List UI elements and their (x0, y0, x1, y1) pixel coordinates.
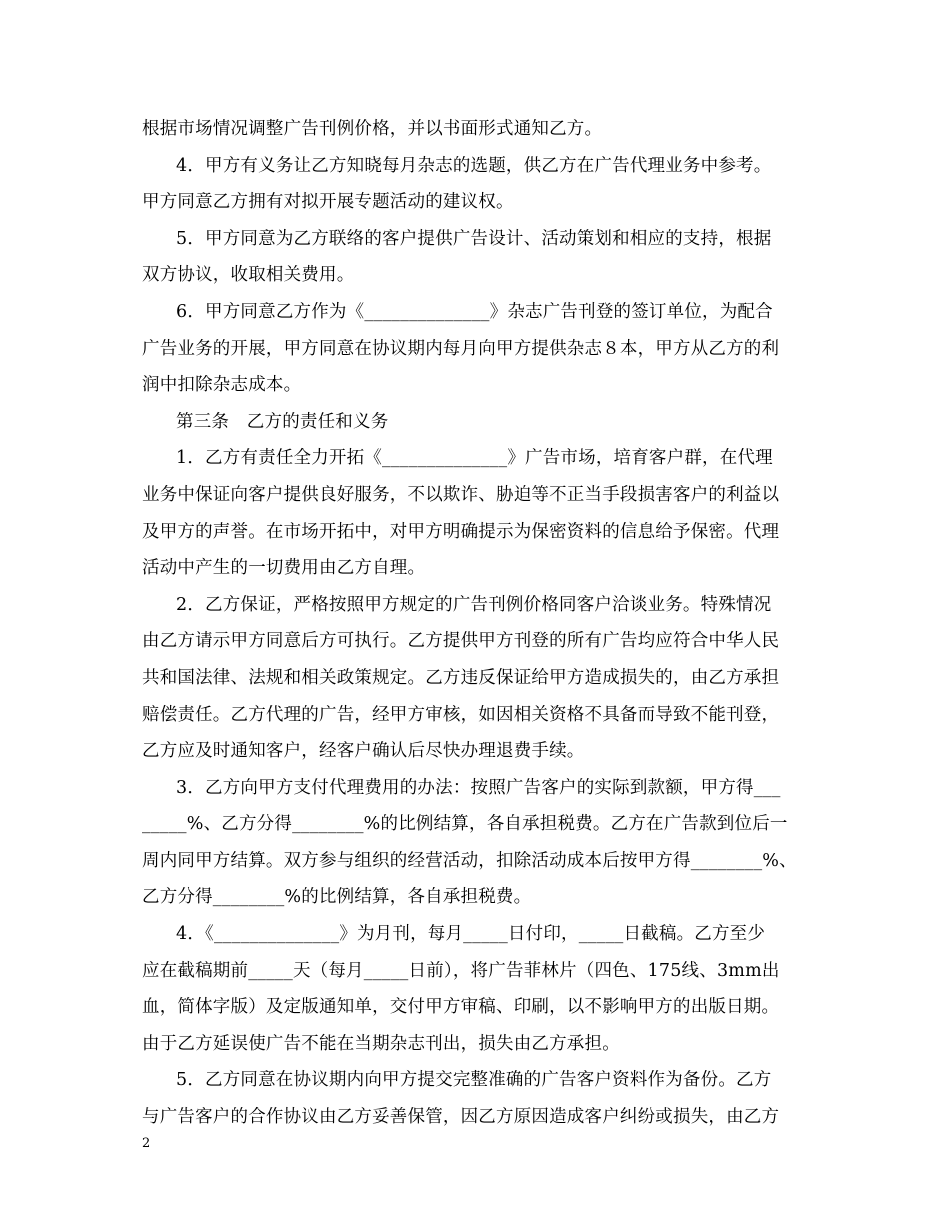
text-line: 2．乙方保证，严格按照甲方规定的广告刊例价格同客户洽谈业务。特殊情况 (176, 594, 772, 615)
text-line: 根据市场情况调整广告刊例价格，并以书面形式通知乙方。 (142, 119, 603, 139)
text-line: 1．乙方有责任全力开拓《______________》广告市场，培育客户群，在代理 (176, 448, 773, 469)
text-line: 血，简体字版）及定版通知单，交付甲方审稿、印刷，以不影响甲方的出版日期。 (142, 997, 780, 1018)
text-line: 5．乙方同意在协议期内向甲方提交完整准确的广告客户资料作为备份。乙方 (176, 1070, 772, 1091)
text-line: 第三条 乙方的责任和义务 (176, 411, 389, 432)
text-line: 与广告客户的合作协议由乙方妥善保管，因乙方原因造成客户纠纷或损失，由乙方 (142, 1107, 780, 1128)
text-line: 乙方分得________%的比例结算，各自承担税费。 (142, 887, 532, 908)
text-line: 共和国法律、法规和相关政策规定。乙方违反保证给甲方造成损失的，由乙方承担 (142, 667, 780, 688)
text-line: 6．甲方同意乙方作为《______________》杂志广告刊登的签订单位，为配合 (176, 301, 773, 322)
text-line: 由于乙方延误使广告不能在当期杂志刊出，损失由乙方承担。 (142, 1033, 620, 1054)
text-line: 及甲方的声誉。在市场开拓中，对甲方明确提示为保密资料的信息给予保密。代理 (142, 521, 780, 542)
text-line: 3．乙方向甲方支付代理费用的办法：按照广告客户的实际到款额，甲方得___ (176, 777, 781, 798)
text-line: 赔偿责任。乙方代理的广告，经甲方审核，如因相关资格不具备而导致不能刊登， (142, 704, 780, 725)
text-line: 广告业务的开展，甲方同意在协议期内每月向甲方提供杂志８本，甲方从乙方的利 (142, 338, 780, 359)
text-line: 双方协议，收取相关费用。 (142, 265, 355, 286)
text-line: _____%、乙方分得________%的比例结算，各自承担税费。乙方在广告款到位后一 (142, 814, 788, 835)
document-body (142, 111, 822, 1136)
text-line: 润中扣除杂志成本。 (142, 375, 302, 396)
text-line: 乙方应及时通知客户，经客户确认后尽快办理退费手续。 (142, 741, 585, 762)
text-line: 活动中产生的一切费用由乙方自理。 (142, 558, 426, 579)
text-line: 应在截稿期前_____天（每月_____日前），将广告菲林片（四色、175线、3mm出 (142, 960, 780, 981)
text-line: 4．甲方有义务让乙方知晓每月杂志的选题，供乙方在广告代理业务中参考。 (176, 155, 772, 176)
text-line: 甲方同意乙方拥有对拟开展专题活动的建议权。 (142, 192, 514, 213)
page-number: 2 (142, 1136, 151, 1151)
text-line: 业务中保证向客户提供良好服务，不以欺诈、胁迫等不正当手段损害客户的利益以 (142, 484, 780, 505)
text-line: 4．《______________》为月刊，每月_____日付印，_____日截稿。乙方至少 (176, 924, 766, 945)
text-line: 由乙方请示甲方同意后方可执行。乙方提供甲方刊登的所有广告均应符合中华人民 (142, 631, 780, 652)
text-line: 周内同甲方结算。双方参与组织的经营活动，扣除活动成本后按甲方得________%、 (142, 850, 797, 871)
text-line: 5．甲方同意为乙方联络的客户提供广告设计、活动策划和相应的支持，根据 (176, 228, 772, 249)
